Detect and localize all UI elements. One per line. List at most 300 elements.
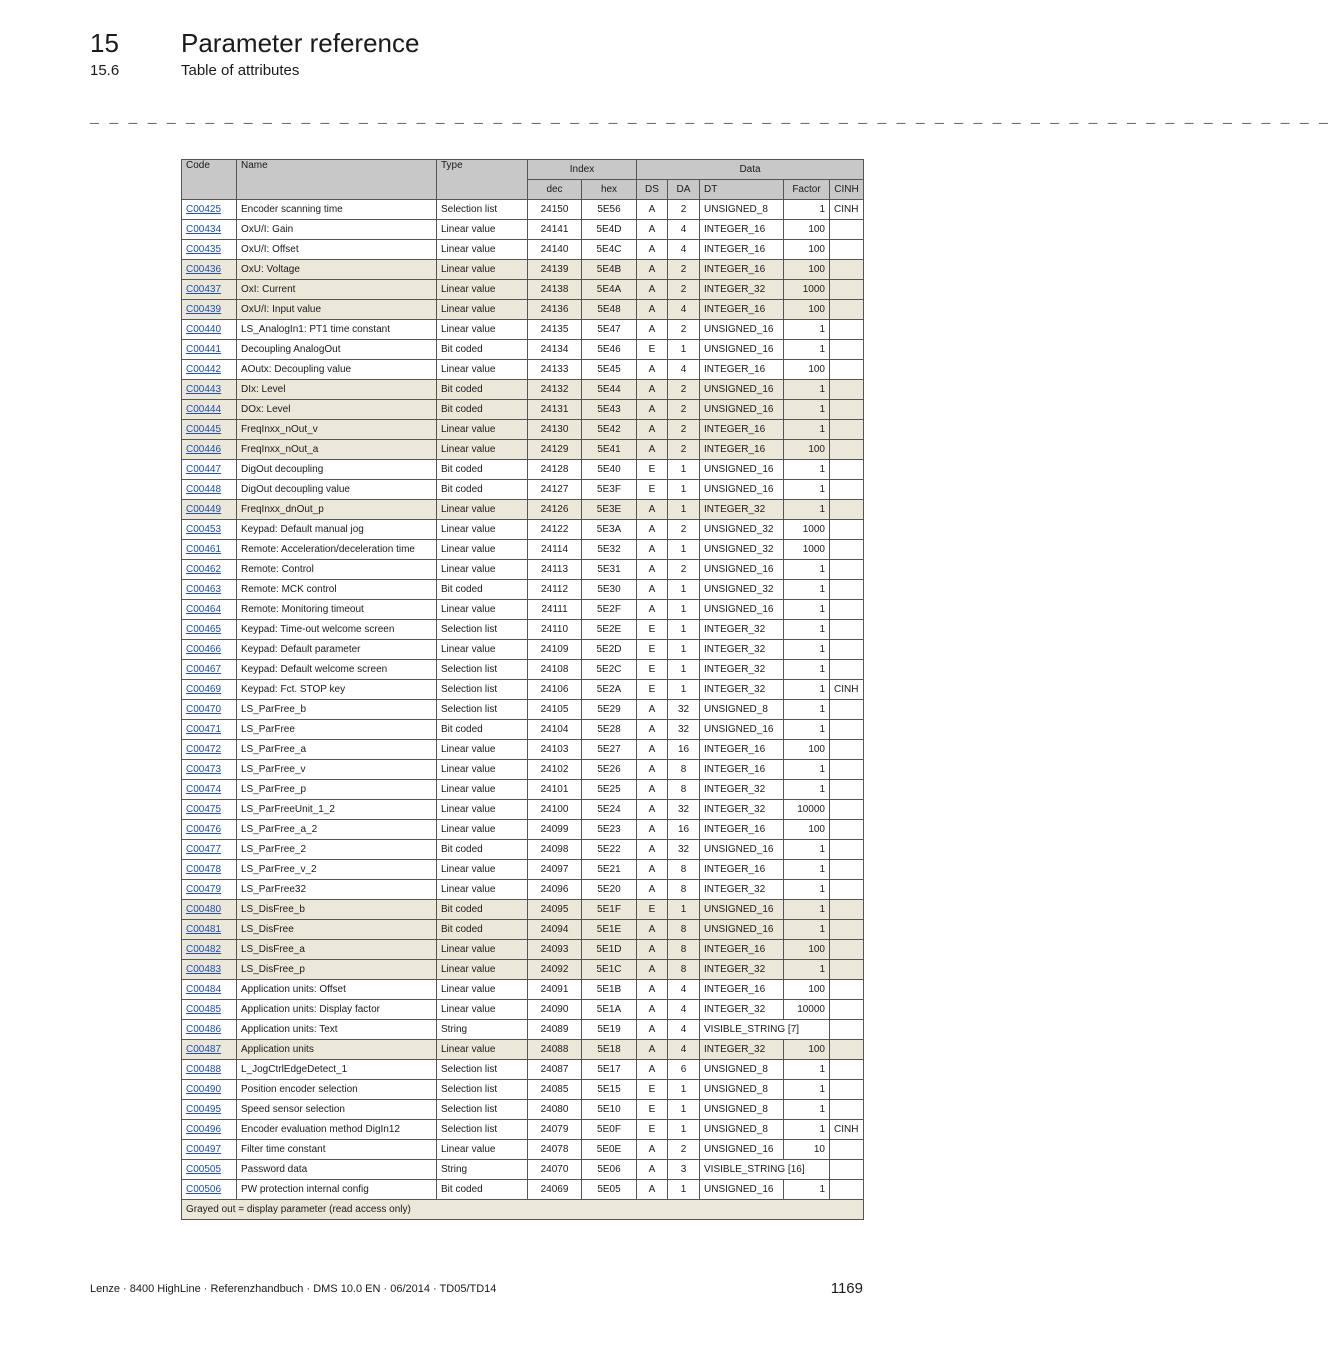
cell-type: Linear value	[437, 360, 528, 380]
cell-code	[182, 280, 237, 300]
parameter-code-link[interactable]: C00447	[186, 464, 222, 475]
cell-index-hex: 5E32	[582, 540, 637, 560]
cell-type: Linear value	[437, 220, 528, 240]
cell-cinh	[830, 1100, 864, 1120]
cell-da: 4	[668, 1000, 700, 1020]
parameter-code-link[interactable]: C00471	[186, 724, 222, 735]
cell-cinh	[830, 920, 864, 940]
cell-ds: E	[637, 900, 668, 920]
cell-ds: A	[637, 600, 668, 620]
cell-ds: A	[637, 540, 668, 560]
cell-factor: 1	[784, 760, 830, 780]
cell-da: 1	[668, 1100, 700, 1120]
cell-da: 1	[668, 480, 700, 500]
cell-cinh	[830, 1000, 864, 1020]
cell-da: 2	[668, 1140, 700, 1160]
cell-code	[182, 1000, 237, 1020]
cell-code	[182, 500, 237, 520]
cell-da: 32	[668, 840, 700, 860]
parameter-code-link[interactable]: C00437	[186, 284, 222, 295]
column-header-code: Code	[182, 160, 237, 200]
cell-da: 16	[668, 820, 700, 840]
cell-dt: INTEGER_16	[700, 740, 784, 760]
parameter-code-link[interactable]: C00488	[186, 1064, 222, 1075]
cell-index-hex: 5E28	[582, 720, 637, 740]
cell-name: DIx: Level	[237, 380, 437, 400]
cell-ds: A	[637, 800, 668, 820]
parameter-code-link[interactable]: C00463	[186, 584, 222, 595]
cell-da: 4	[668, 360, 700, 380]
cell-type: String	[437, 1160, 528, 1180]
cell-da: 1	[668, 620, 700, 640]
cell-factor: 1000	[784, 520, 830, 540]
parameter-code-link[interactable]: C00495	[186, 1104, 222, 1115]
cell-cinh	[830, 340, 864, 360]
cell-factor: 10	[784, 1140, 830, 1160]
cell-index-dec: 24110	[528, 620, 582, 640]
cell-factor: 1	[784, 560, 830, 580]
cell-code	[182, 540, 237, 560]
cell-da: 8	[668, 860, 700, 880]
table-row	[182, 800, 864, 820]
cell-da: 1	[668, 1120, 700, 1140]
cell-code	[182, 1180, 237, 1200]
cell-cinh	[830, 800, 864, 820]
cell-ds: A	[637, 1180, 668, 1200]
column-header-dt: DT	[700, 180, 784, 200]
cell-code	[182, 720, 237, 740]
column-header-index: Index	[528, 160, 637, 180]
cell-type: Bit coded	[437, 400, 528, 420]
cell-dt: UNSIGNED_8	[700, 1120, 784, 1140]
cell-index-hex: 5E10	[582, 1100, 637, 1120]
table-row	[182, 940, 864, 960]
cell-name: LS_ParFree_a_2	[237, 820, 437, 840]
cell-ds: E	[637, 660, 668, 680]
cell-code	[182, 520, 237, 540]
parameter-code-link[interactable]: C00476	[186, 824, 222, 835]
parameter-code-link[interactable]: C00441	[186, 344, 222, 355]
cell-dt: INTEGER_32	[700, 1040, 784, 1060]
parameter-code-link[interactable]: C00497	[186, 1144, 222, 1155]
cell-name: AOutx: Decoupling value	[237, 360, 437, 380]
cell-index-hex: 5E22	[582, 840, 637, 860]
cell-code	[182, 680, 237, 700]
parameter-code-link[interactable]: C00469	[186, 684, 222, 695]
parameter-code-link[interactable]: C00472	[186, 744, 222, 755]
cell-factor: 1	[784, 420, 830, 440]
cell-name: LS_ParFree	[237, 720, 437, 740]
cell-name: Application units	[237, 1040, 437, 1060]
table-row	[182, 200, 864, 220]
cell-name: Application units: Display factor	[237, 1000, 437, 1020]
cell-index-hex: 5E2E	[582, 620, 637, 640]
cell-name: OxU/I: Offset	[237, 240, 437, 260]
parameter-code-link[interactable]: C00462	[186, 564, 222, 575]
cell-ds: A	[637, 300, 668, 320]
cell-cinh	[830, 760, 864, 780]
cell-factor: 1	[784, 500, 830, 520]
cell-code	[182, 700, 237, 720]
cell-index-dec: 24129	[528, 440, 582, 460]
parameter-code-link[interactable]: C00487	[186, 1044, 222, 1055]
cell-ds: A	[637, 1020, 668, 1040]
table-row	[182, 400, 864, 420]
parameter-code-link[interactable]: C00486	[186, 1024, 222, 1035]
cell-da: 1	[668, 540, 700, 560]
cell-code	[182, 860, 237, 880]
cell-code	[182, 1120, 237, 1140]
cell-factor: 1	[784, 320, 830, 340]
cell-cinh	[830, 1060, 864, 1080]
cell-ds: A	[637, 500, 668, 520]
cell-name: LS_AnalogIn1: PT1 time constant	[237, 320, 437, 340]
cell-index-hex: 5E1B	[582, 980, 637, 1000]
attributes-table	[181, 159, 864, 1220]
cell-da: 4	[668, 240, 700, 260]
cell-ds: A	[637, 780, 668, 800]
column-header-type: Type	[437, 160, 528, 200]
cell-index-hex: 5E43	[582, 400, 637, 420]
cell-code	[182, 360, 237, 380]
cell-dt: INTEGER_16	[700, 860, 784, 880]
cell-name: Keypad: Time-out welcome screen	[237, 620, 437, 640]
cell-dt: INTEGER_16	[700, 760, 784, 780]
cell-name: LS_ParFree_p	[237, 780, 437, 800]
cell-type: Selection list	[437, 700, 528, 720]
cell-index-dec: 24090	[528, 1000, 582, 1020]
cell-cinh	[830, 1040, 864, 1060]
cell-index-dec: 24108	[528, 660, 582, 680]
table-row	[182, 840, 864, 860]
column-header-da: DA	[668, 180, 700, 200]
cell-da: 1	[668, 900, 700, 920]
cell-da: 8	[668, 780, 700, 800]
parameter-code-link[interactable]: C00425	[186, 204, 222, 215]
cell-type: Bit coded	[437, 380, 528, 400]
cell-factor: 1000	[784, 280, 830, 300]
cell-name: Remote: MCK control	[237, 580, 437, 600]
cell-ds: A	[637, 960, 668, 980]
cell-index-hex: 5E4C	[582, 240, 637, 260]
cell-type: String	[437, 1020, 528, 1040]
cell-type: Linear value	[437, 280, 528, 300]
cell-da: 2	[668, 560, 700, 580]
cell-name: Filter time constant	[237, 1140, 437, 1160]
cell-da: 32	[668, 700, 700, 720]
parameter-code-link[interactable]: C00485	[186, 1004, 222, 1015]
cell-type: Selection list	[437, 200, 528, 220]
cell-code	[182, 1100, 237, 1120]
header-divider: _ _ _ _ _ _ _ _ _ _ _ _ _ _ _ _ _ _ _ _ _ _ _ _ _ _ _ _ _ _ _ _ _ _ _ _ _ _ _ _ _ _ _ _ _ _ _ _ _ _ _ _ _ _ _ _ _ _ _ _ _ _ _ _ _	[90, 110, 1329, 127]
cell-ds: A	[637, 1000, 668, 1020]
cell-factor: 100	[784, 240, 830, 260]
cell-dt: INTEGER_16	[700, 980, 784, 1000]
cell-dt: UNSIGNED_16	[700, 720, 784, 740]
cell-ds: A	[637, 560, 668, 580]
table-row	[182, 280, 864, 300]
cell-cinh	[830, 720, 864, 740]
cell-cinh: CINH	[830, 200, 864, 220]
cell-index-hex: 5E4D	[582, 220, 637, 240]
cell-index-dec: 24098	[528, 840, 582, 860]
cell-da: 32	[668, 800, 700, 820]
parameter-code-link[interactable]: C00479	[186, 884, 222, 895]
cell-type: Linear value	[437, 560, 528, 580]
cell-dt: INTEGER_16	[700, 420, 784, 440]
parameter-code-link[interactable]: C00467	[186, 664, 222, 675]
cell-index-dec: 24104	[528, 720, 582, 740]
table-row	[182, 420, 864, 440]
table-row	[182, 620, 864, 640]
table-row	[182, 900, 864, 920]
parameter-code-link[interactable]: C00478	[186, 864, 222, 875]
cell-index-hex: 5E3F	[582, 480, 637, 500]
cell-cinh	[830, 320, 864, 340]
cell-code	[182, 800, 237, 820]
cell-ds: A	[637, 840, 668, 860]
cell-type: Linear value	[437, 1000, 528, 1020]
table-row	[182, 960, 864, 980]
cell-index-hex: 5E4A	[582, 280, 637, 300]
table-row	[182, 1180, 864, 1200]
cell-dt: INTEGER_16	[700, 260, 784, 280]
cell-ds: E	[637, 1080, 668, 1100]
cell-code	[182, 580, 237, 600]
table-row	[182, 680, 864, 700]
parameter-code-link[interactable]: C00490	[186, 1084, 222, 1095]
cell-name: DigOut decoupling value	[237, 480, 437, 500]
cell-dt: INTEGER_32	[700, 640, 784, 660]
parameter-code-link[interactable]: C00445	[186, 424, 222, 435]
cell-da: 1	[668, 680, 700, 700]
cell-cinh	[830, 500, 864, 520]
cell-da: 2	[668, 520, 700, 540]
cell-index-hex: 5E15	[582, 1080, 637, 1100]
cell-index-hex: 5E2A	[582, 680, 637, 700]
parameter-code-link[interactable]: C00439	[186, 304, 222, 315]
parameter-code-link[interactable]: C00483	[186, 964, 222, 975]
parameter-code-link[interactable]: C00505	[186, 1164, 222, 1175]
cell-name: Remote: Control	[237, 560, 437, 580]
cell-dt: UNSIGNED_32	[700, 580, 784, 600]
parameter-code-link[interactable]: C00480	[186, 904, 222, 915]
parameter-code-link[interactable]: C00484	[186, 984, 222, 995]
cell-index-dec: 24122	[528, 520, 582, 540]
cell-index-hex: 5E25	[582, 780, 637, 800]
cell-index-dec: 24138	[528, 280, 582, 300]
parameter-code-link[interactable]: C00434	[186, 224, 222, 235]
cell-ds: A	[637, 280, 668, 300]
parameter-code-link[interactable]: C00475	[186, 804, 222, 815]
cell-code	[182, 840, 237, 860]
table-row	[182, 500, 864, 520]
cell-type: Linear value	[437, 260, 528, 280]
parameter-code-link[interactable]: C00435	[186, 244, 222, 255]
parameter-code-link[interactable]: C00470	[186, 704, 222, 715]
cell-index-hex: 5E1E	[582, 920, 637, 940]
cell-index-dec: 24097	[528, 860, 582, 880]
cell-ds: A	[637, 1040, 668, 1060]
cell-dt: INTEGER_16	[700, 360, 784, 380]
cell-index-dec: 24080	[528, 1100, 582, 1120]
cell-da: 1	[668, 1080, 700, 1100]
parameter-code-link[interactable]: C00448	[186, 484, 222, 495]
parameter-code-link[interactable]: C00449	[186, 504, 222, 515]
cell-cinh	[830, 640, 864, 660]
cell-ds: A	[637, 520, 668, 540]
cell-index-dec: 24085	[528, 1080, 582, 1100]
cell-code	[182, 1020, 237, 1040]
column-header-data: Data	[637, 160, 864, 180]
cell-factor: 100	[784, 980, 830, 1000]
table-row	[182, 1120, 864, 1140]
parameter-code-link[interactable]: C00474	[186, 784, 222, 795]
cell-index-hex: 5E0F	[582, 1120, 637, 1140]
parameter-code-link[interactable]: C00446	[186, 444, 222, 455]
cell-name: OxU/I: Input value	[237, 300, 437, 320]
cell-code	[182, 900, 237, 920]
cell-type: Linear value	[437, 740, 528, 760]
cell-cinh	[830, 380, 864, 400]
parameter-code-link[interactable]: C00481	[186, 924, 222, 935]
cell-ds: A	[637, 580, 668, 600]
cell-da: 4	[668, 1040, 700, 1060]
cell-dt: UNSIGNED_16	[700, 840, 784, 860]
cell-name: LS_ParFree_v_2	[237, 860, 437, 880]
cell-cinh	[830, 1140, 864, 1160]
cell-type: Linear value	[437, 860, 528, 880]
cell-factor: 100	[784, 940, 830, 960]
parameter-code-link[interactable]: C00443	[186, 384, 222, 395]
cell-factor: 100	[784, 300, 830, 320]
cell-index-hex: 5E29	[582, 700, 637, 720]
cell-index-dec: 24133	[528, 360, 582, 380]
column-header-dec: dec	[528, 180, 582, 200]
cell-type: Bit coded	[437, 480, 528, 500]
cell-cinh	[830, 280, 864, 300]
cell-ds: A	[637, 760, 668, 780]
cell-type: Selection list	[437, 620, 528, 640]
cell-index-hex: 5E56	[582, 200, 637, 220]
cell-cinh	[830, 700, 864, 720]
parameter-code-link[interactable]: C00506	[186, 1184, 222, 1195]
cell-da: 1	[668, 600, 700, 620]
cell-dt: UNSIGNED_16	[700, 400, 784, 420]
cell-name: LS_DisFree_a	[237, 940, 437, 960]
table-row	[182, 240, 864, 260]
cell-da: 2	[668, 440, 700, 460]
cell-index-hex: 5E19	[582, 1020, 637, 1040]
table-row	[182, 820, 864, 840]
parameter-code-link[interactable]: C00440	[186, 324, 222, 335]
cell-da: 6	[668, 1060, 700, 1080]
cell-index-dec: 24113	[528, 560, 582, 580]
parameter-code-link[interactable]: C00453	[186, 524, 222, 535]
cell-code	[182, 1160, 237, 1180]
cell-name: Keypad: Default welcome screen	[237, 660, 437, 680]
cell-dt: INTEGER_32	[700, 280, 784, 300]
cell-ds: A	[637, 360, 668, 380]
parameter-code-link[interactable]: C00477	[186, 844, 222, 855]
cell-code	[182, 980, 237, 1000]
table-row	[182, 360, 864, 380]
cell-dt: INTEGER_32	[700, 960, 784, 980]
cell-cinh	[830, 580, 864, 600]
cell-factor: 1	[784, 1060, 830, 1080]
parameter-code-link[interactable]: C00464	[186, 604, 222, 615]
cell-index-hex: 5E2C	[582, 660, 637, 680]
cell-type: Linear value	[437, 880, 528, 900]
parameter-code-link[interactable]: C00461	[186, 544, 222, 555]
cell-index-dec: 24091	[528, 980, 582, 1000]
cell-ds: A	[637, 920, 668, 940]
cell-index-dec: 24087	[528, 1060, 582, 1080]
cell-cinh	[830, 460, 864, 480]
cell-cinh	[830, 900, 864, 920]
cell-ds: A	[637, 740, 668, 760]
parameter-code-link[interactable]: C00442	[186, 364, 222, 375]
cell-index-hex: 5E0E	[582, 1140, 637, 1160]
cell-cinh	[830, 860, 864, 880]
cell-name: PW protection internal config	[237, 1180, 437, 1200]
cell-ds: A	[637, 940, 668, 960]
cell-index-hex: 5E40	[582, 460, 637, 480]
cell-dt: UNSIGNED_32	[700, 540, 784, 560]
cell-type: Linear value	[437, 1040, 528, 1060]
cell-index-hex: 5E42	[582, 420, 637, 440]
cell-type: Bit coded	[437, 1180, 528, 1200]
cell-dt: UNSIGNED_32	[700, 520, 784, 540]
cell-factor: 1	[784, 580, 830, 600]
cell-type: Linear value	[437, 960, 528, 980]
parameter-code-link[interactable]: C00444	[186, 404, 222, 415]
cell-type: Linear value	[437, 760, 528, 780]
parameter-code-link[interactable]: C00436	[186, 264, 222, 275]
cell-factor: 1	[784, 1080, 830, 1100]
parameter-code-link[interactable]: C00482	[186, 944, 222, 955]
cell-factor: 100	[784, 360, 830, 380]
cell-da: 4	[668, 220, 700, 240]
cell-ds: A	[637, 440, 668, 460]
cell-da: 4	[668, 300, 700, 320]
cell-ds: E	[637, 340, 668, 360]
cell-cinh	[830, 1180, 864, 1200]
parameter-code-link[interactable]: C00465	[186, 624, 222, 635]
cell-name: Keypad: Default parameter	[237, 640, 437, 660]
cell-factor: 1	[784, 1120, 830, 1140]
cell-cinh	[830, 400, 864, 420]
cell-dt: VISIBLE_STRING [16]	[700, 1160, 830, 1180]
parameter-code-link[interactable]: C00496	[186, 1124, 222, 1135]
section-number: 15.6	[90, 62, 120, 79]
cell-factor: 100	[784, 820, 830, 840]
table-row	[182, 1060, 864, 1080]
parameter-code-link[interactable]: C00466	[186, 644, 222, 655]
cell-type: Linear value	[437, 420, 528, 440]
cell-factor: 1	[784, 960, 830, 980]
cell-factor: 1	[784, 920, 830, 940]
cell-ds: A	[637, 700, 668, 720]
cell-ds: A	[637, 200, 668, 220]
cell-ds: A	[637, 240, 668, 260]
cell-type: Bit coded	[437, 580, 528, 600]
parameter-code-link[interactable]: C00473	[186, 764, 222, 775]
cell-index-hex: 5E17	[582, 1060, 637, 1080]
cell-da: 16	[668, 740, 700, 760]
cell-name: Decoupling AnalogOut	[237, 340, 437, 360]
cell-index-dec: 24134	[528, 340, 582, 360]
